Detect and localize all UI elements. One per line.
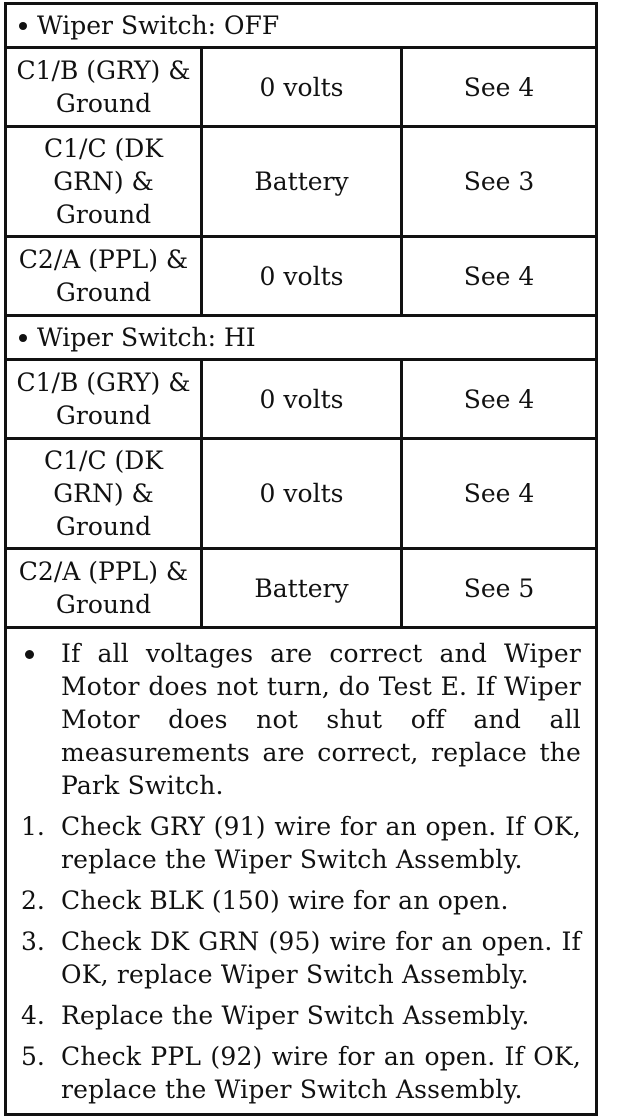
list-item [21,810,581,876]
bullet-icon [25,650,34,659]
list-item [21,999,581,1032]
connector-cell: C1/C (DK GRN) & Ground [7,128,203,235]
action-cell: See 4 [463,261,535,291]
bullet-icon [19,22,27,30]
note-text: If all voltages are correct and Wiper Motor does not turn, do Test E. If Wiper Motor does not shut off and all measurements are correct, replace the Park Switch. [61,639,581,800]
reading-cell: 0 volts [203,49,403,125]
action-cell: See 4 [463,72,535,102]
action-cell: See 4 [463,384,535,414]
reading-cell: Battery [203,128,403,235]
notes-section [7,629,595,1106]
table-row [7,550,595,629]
reading-cell: 0 volts [203,238,403,314]
diagnostic-table [4,2,598,1116]
item-number: 5. [21,1042,45,1071]
note-bullet [21,637,581,802]
item-text: Check BLK (150) wire for an open. [61,886,509,915]
item-text: Check GRY (91) wire for an open. If OK, replace the Wiper Switch Assembly. [61,812,581,874]
table-row [7,238,595,317]
reading-cell: 0 volts [203,440,403,547]
item-text: Check PPL (92) wire for an open. If OK, replace the Wiper Switch Assembly. [61,1042,581,1104]
action-cell: See 3 [463,167,535,196]
list-item [21,925,581,991]
item-number: 3. [21,927,45,956]
item-number: 2. [21,886,45,915]
item-number: 1. [21,812,45,841]
list-item [21,884,581,917]
item-text: Replace the Wiper Switch Assembly. [61,1001,530,1030]
item-number: 4. [21,1001,45,1030]
connector-cell: C1/B (GRY) & Ground [7,49,203,125]
reading-cell: 0 volts [203,361,403,437]
section-header-hi [7,317,595,361]
item-text: Check DK GRN (95) wire for an open. If OK, replace Wiper Switch Assembly. [61,927,581,989]
reading-cell: Battery [203,550,403,626]
section-title: Wiper Switch: OFF [37,11,280,40]
list-item [21,1040,581,1106]
table-row [7,440,595,550]
bullet-icon [19,334,27,342]
table-row [7,49,595,128]
connector-cell: C2/A (PPL) & Ground [7,550,203,626]
section-header-off [7,5,595,49]
connector-cell: C1/B (GRY) & Ground [7,361,203,437]
connector-cell: C2/A (PPL) & Ground [7,238,203,314]
connector-cell: C1/C (DK GRN) & Ground [7,440,203,547]
table-row [7,128,595,238]
section-title: Wiper Switch: HI [37,323,256,352]
action-cell: See 4 [463,479,535,508]
table-row [7,361,595,440]
action-cell: See 5 [463,573,535,603]
